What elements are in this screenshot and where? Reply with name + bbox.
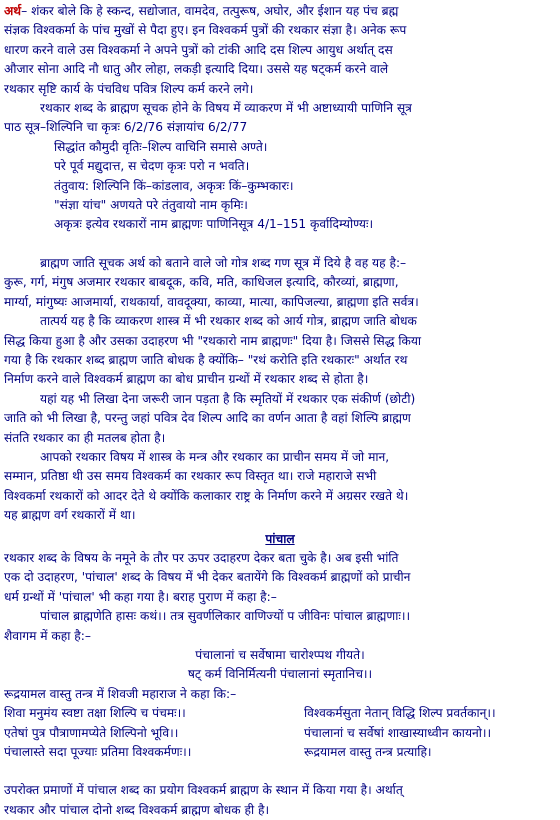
text-line: पाठ सूत्र–शिल्पिनि चा कृत्रः 6/2/76 संज्ञायांच 6/2/77 <box>4 120 248 135</box>
quote-line: पांचाल ब्राह्मणेति हासः कथं।। तत्र सुवर्णलिकार वाणिज्यों प जीविनः पांचाल ब्राह्मणाः।। <box>40 609 411 624</box>
quote-line: "संज्ञा यांच" अणयते परे तंतुवायो नाम कृमिः। <box>54 198 248 213</box>
verse-right: विश्वकर्मसुता नेतान् विद्धि शिल्प प्रवर्तकान्।। <box>304 706 496 721</box>
text-line: रथकार शब्द के ब्राह्मण सूचक होने के विषय में व्याकरण में भी अष्टाध्यायी पाणिनि सूत्र <box>40 101 412 116</box>
verse-line: षट् कर्म विनिर्मित्यनी पंचालानां स्मृतानिच।। <box>187 667 373 682</box>
text-line: धारण करने वाले उस विश्वकर्मा ने अपने पुत्रों को टांकी आदि दस शिल्प आयुध अर्थात् दस <box>4 42 393 57</box>
verses-block <box>4 646 556 762</box>
text-line: मार्ग्या, मांगुष्यः आजमार्या, राथकार्या, वावदूक्या, काव्या, मात्या, कापिजल्या, ब्राह्मणा इति सर्वत्र। <box>4 294 419 309</box>
text-line: आपको रथकार विषय में शास्त्र के मन्त्र और रथकार का प्राचीन समय में जो मान, <box>40 449 390 464</box>
text-line: शैवागम में कहा है:– <box>4 628 91 643</box>
verse-row <box>4 724 556 743</box>
verse-left: एतेषां पुत्र पौत्राणामप्येते शिल्पिनो भूवि।। <box>4 725 179 740</box>
text-line: निर्माण करने वाले विश्वकर्म ब्राह्मण का बोध प्राचीन ग्रन्थों में रथकार शब्द से होता है। <box>4 372 369 387</box>
text-line: रथकार शब्द के विषय के नमूने के तौर पर ऊपर उदाहरण देकर बता चुके है। अब इसी भांति <box>4 550 399 565</box>
quote-line: अकृत्रः इत्येव रथकारों नाम ब्राह्मणः पाणिनिसूत्र 4/1–151 कृर्वादिम्योण्यः। <box>54 217 374 232</box>
verse-right: पंचालानां च सर्वेषां शाखास्याध्वीन कायनो।। <box>304 725 492 740</box>
paragraph-7 <box>4 549 556 646</box>
paragraph-3 <box>4 254 556 312</box>
paragraph-4 <box>4 312 556 390</box>
text-line: रूद्रयामल वास्तु तन्त्र में शिवजी महाराज ने कहा कि:– <box>4 686 237 701</box>
text-line: धर्म ग्रन्थों में 'पांचाल' भी कहा गया है। बराह पुराण में कहा है:– <box>4 589 277 604</box>
text-line: यहां यह भी लिखा देना जरूरी जान पड़ता है कि स्मृतियों में रथकार एक संकीर्ण (छोटी) <box>40 391 416 406</box>
text-line: गया है कि रथकार शब्द ब्राह्मण जाति बोधक है क्योंकि– "रथं करोति इति रथकारः" अर्थात रथ <box>4 352 408 367</box>
paragraph-6 <box>4 448 556 526</box>
text-line: तात्पर्य यह है कि व्याकरण शास्त्र में भी रथकार शब्द को आर्य गोत्र, ब्राह्मण जाति बोधक <box>40 314 417 329</box>
text-line: जाति को भी लिखा है, परन्तु जहां पवित्र देव शिल्प आदि का वर्णन आता है वहां शिल्पि ब्राह्मण <box>4 411 411 426</box>
text-line: रथकार और पांचाल दोनो शब्द विश्वकर्म ब्राह्मण बोधक ही है। <box>4 802 270 817</box>
quote-line: परे पूर्व मद्युदात्त, स चेदण कृत्रः परो न भवति। <box>54 159 250 174</box>
text-line: एक दो उदाहरण, 'पांचाल' शब्द के विषय में भी देकर बतायेंगे कि विश्वकर्म ब्राह्मणों को प्राचीन <box>4 570 411 585</box>
verse-row <box>4 743 556 762</box>
verse-line: पंचालानां च सर्वेषामा चारोश्प्पथ गीयते। <box>195 648 365 662</box>
text-line: संज्ञक विश्वकर्मा के पांच मुखों से पैदा हुए। इन विश्वकर्म पुत्रों की रथकार संज्ञा है। अनेक रूप <box>4 23 407 38</box>
verse-row <box>4 704 556 723</box>
paragraph-8 <box>4 781 556 820</box>
verse-left: पंचालास्ते सदा पूज्याः प्रतिमा विश्वकर्मणः।। <box>4 745 192 760</box>
spacer <box>4 762 556 781</box>
verse-left: शिवा मनुमंय स्वष्टा तक्षा शिल्पि च पंचमः।। <box>4 706 186 721</box>
paragraph-5 <box>4 390 556 448</box>
text-line: विश्वकर्मा रथकारों को आदर देते थे क्योंकि कलाकार राष्ट्र के निर्माण करने में अग्रसर रखते थे। <box>4 488 409 503</box>
quote-line: सिद्धांत कौमुदी वृतिः–शिल्प वाचिनि समासे अण्ते। <box>54 139 268 154</box>
spacer <box>4 235 556 254</box>
paragraph-2 <box>4 99 556 235</box>
text-line: ब्राह्मण जाति सूचक अर्थ को बताने वाले जो गोत्र शब्द गण सूत्र में दिये है वह यह है:– <box>40 255 407 270</box>
text-line: अर्थ– शंकर बोले कि हे स्कन्द, सद्योजात, वामदेव, तत्पुरूष, अघोर, और ईशान यह पंच ब्रह्म <box>4 4 399 18</box>
paragraph-1 <box>4 2 556 99</box>
text-line: सम्मान, प्रतिष्ठा थी उस समय विश्वकर्म का रथकार रूप विस्तृत था। राजे महाराजे सभी <box>4 469 377 484</box>
text-line: उपरोक्त प्रमाणों में पांचाल शब्द का प्रयोग विश्वकर्म ब्राह्मण के स्थान में किया गया है। अर्थात् <box>4 783 403 798</box>
verse-right: रूद्रयामल वास्तु तन्त्र प्रत्याहि। <box>304 745 432 760</box>
section-heading: पांचाल <box>265 531 295 546</box>
quote-line: तंतुवाय: शिल्पिनि किं–कांडलाव, अकृत्रः किं–कुम्भकारः। <box>54 178 294 193</box>
text-line: औजार सोना आदि नौ धातु और लोहा, लकड़ी इत्यादि दिया। उससे यह षट्कर्म करने वाले <box>4 62 389 77</box>
text-line: संतति रथकार का ही मतलब होता है। <box>4 430 166 445</box>
text-line: सिद्ध किया हुआ है और उसका उदाहरण भी "रथकारो नाम ब्राह्मणः" दिया है। जिससे सिद्ध किया <box>4 333 422 348</box>
text-line: यह ब्राह्मण वर्ग रथकारों में था। <box>4 508 136 523</box>
lead-word: अर्थ <box>4 4 22 18</box>
text-line: रथकार सृष्टि कार्य के पंचविध पवित्र शिल्प कर्म करने लगे। <box>4 81 254 96</box>
text-line: कुरू, गर्ग, मंगुष अजमार रथकार बाबदूक, कवि, मति, काधिजल इत्यादि, कौरव्यां, ब्राह्मणा, <box>4 275 399 290</box>
